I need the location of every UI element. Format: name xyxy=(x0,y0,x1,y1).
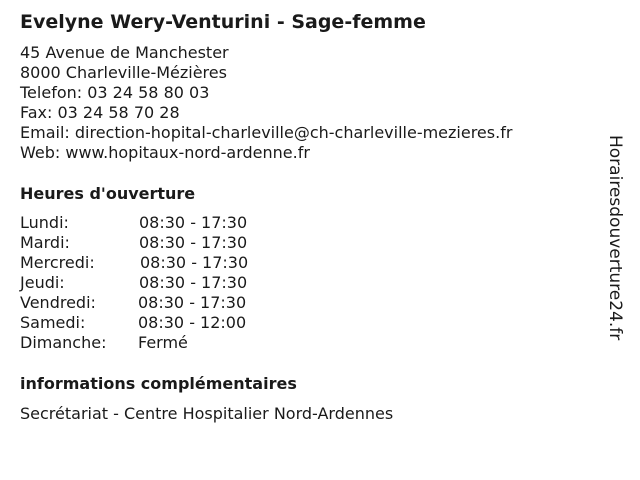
time-value: 08:30 - 12:00 xyxy=(138,313,247,332)
day-label: Vendredi: xyxy=(20,293,96,312)
time-value: 08:30 - 17:30 xyxy=(139,213,248,232)
email-line: Email: direction-hopital-charleville@ch-charleville-mezieres.fr xyxy=(20,123,513,142)
day-label: Dimanche: xyxy=(20,333,107,352)
day-label: Lundi: xyxy=(20,213,69,232)
time-value: 08:30 - 17:30 xyxy=(138,293,247,312)
time-value: Fermé xyxy=(138,333,188,352)
hours-heading: Heures d'ouverture xyxy=(20,184,196,203)
phone-line: Telefon: 03 24 58 80 03 xyxy=(20,83,210,102)
day-label: Mardi: xyxy=(20,233,70,252)
day-label: Mercredi: xyxy=(20,253,95,272)
page-title: Evelyne Wery-Venturini - Sage-femme xyxy=(20,11,426,33)
time-value: 08:30 - 17:30 xyxy=(140,253,249,272)
day-label: Jeudi: xyxy=(20,273,65,292)
time-value: 08:30 - 17:30 xyxy=(139,273,248,292)
info-heading: informations complémentaires xyxy=(20,374,297,393)
fax-line: Fax: 03 24 58 70 28 xyxy=(20,103,180,122)
web-line: Web: www.hopitaux-nord-ardenne.fr xyxy=(20,143,310,162)
time-value: 08:30 - 17:30 xyxy=(139,233,248,252)
contact-block xyxy=(20,43,512,163)
address-line-1: 45 Avenue de Manchester xyxy=(20,43,229,62)
address-line-2: 8000 Charleville-Mézières xyxy=(20,63,227,82)
day-label: Samedi: xyxy=(20,313,86,332)
info-text: Secrétariat - Centre Hospitalier Nord-Ardennes xyxy=(20,404,394,423)
site-watermark: Horairesdouverture24.fr xyxy=(605,135,625,341)
